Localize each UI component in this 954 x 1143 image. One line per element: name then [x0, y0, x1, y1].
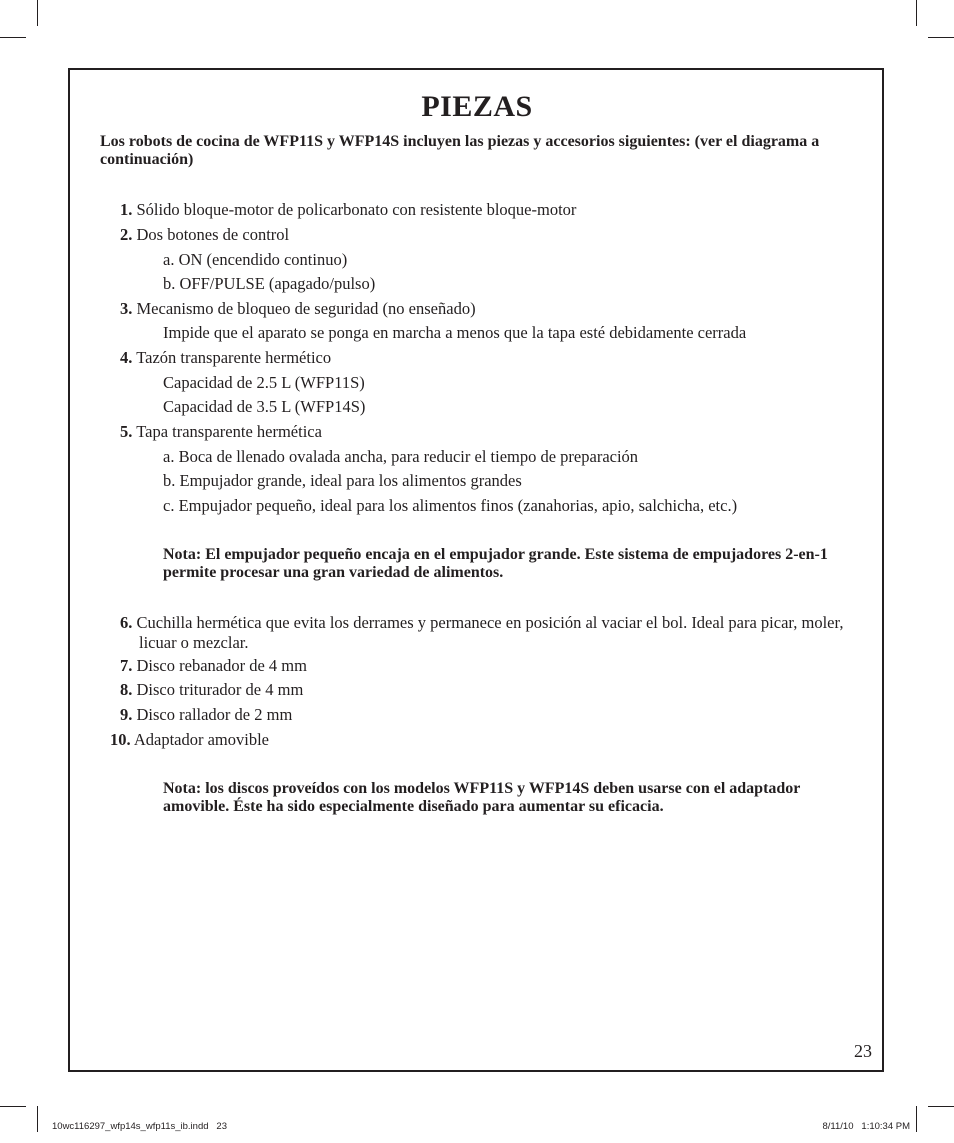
item-number: 6.: [120, 613, 133, 632]
item-number: 9.: [120, 705, 133, 724]
crop-mark-right-bottom: [928, 1106, 954, 1107]
list-subitem: Capacidad de 3.5 L (WFP14S): [163, 397, 366, 416]
list-item-8: [120, 680, 303, 700]
list-subitem: b. OFF/PULSE (apagado/pulso): [163, 274, 376, 293]
footer-date-slug: 8/11/10 1:10:34 PM: [822, 1121, 910, 1132]
list-item-3: [120, 299, 476, 319]
list-subitem: c. Empujador pequeño, ideal para los alimentos finos (zanahorias, apio, salchicha, etc.): [163, 496, 738, 515]
item-number: 3.: [120, 299, 133, 318]
item-text: Tapa transparente hermética: [136, 422, 322, 441]
item-number: 8.: [120, 680, 133, 699]
crop-mark-left-bottom: [0, 1106, 26, 1107]
list-item-7: [120, 656, 307, 676]
item-text: Sólido bloque-motor de policarbonato con resistente bloque-motor: [136, 200, 577, 219]
item-text: Dos botones de control: [136, 225, 290, 244]
item-text: Disco rebanador de 4 mm: [136, 656, 307, 675]
intro-text: Los robots de cocina de WFP11S y WFP14S incluyen las piezas y accesorios siguientes: (ver el diagrama a continuación): [100, 133, 820, 168]
list-item-9: [120, 705, 292, 725]
item-text: Disco triturador de 4 mm: [136, 680, 304, 699]
list-subitem: a. Boca de llenado ovalada ancha, para reducir el tiempo de preparación: [163, 447, 639, 466]
item-text: Cuchilla hermética que evita los derrames y permanece en posición al vaciar el bol. Ideal para picar, moler, licuar o mezclar.: [136, 613, 844, 652]
crop-mark-left-top: [0, 37, 26, 38]
item-text: Disco rallador de 2 mm: [136, 705, 293, 724]
list-item-10: [110, 730, 269, 750]
list-item-1: [120, 200, 576, 220]
item-number: 1.: [120, 200, 133, 219]
crop-mark-right-top: [928, 37, 954, 38]
footer-file-slug: 10wc116297_wfp14s_wfp11s_ib.indd 23: [52, 1121, 227, 1132]
crop-mark-top-left: [37, 0, 38, 26]
item-number: 10.: [110, 730, 131, 749]
list-item-6: [120, 613, 864, 653]
page-number: 23: [854, 1041, 872, 1061]
crop-mark-bottom-left: [37, 1106, 38, 1132]
note-1: Nota: El empujador pequeño encaja en el empujador grande. Este sistema de empujadores 2-en-1 permite procesar una gran variedad de alimentos.: [163, 546, 828, 581]
item-text: Mecanismo de bloqueo de seguridad (no enseñado): [136, 299, 476, 318]
item-number: 5.: [120, 422, 133, 441]
list-subitem: Capacidad de 2.5 L (WFP11S): [163, 373, 365, 392]
crop-mark-top-right: [916, 0, 917, 26]
page-title: PIEZAS: [421, 90, 533, 123]
item-number: 2.: [120, 225, 133, 244]
list-item-5: [120, 422, 322, 442]
item-text: Tazón transparente hermético: [136, 348, 332, 367]
crop-mark-bottom-right: [916, 1106, 917, 1132]
item-number: 4.: [120, 348, 133, 367]
item-text: Adaptador amovible: [133, 730, 270, 749]
note-2: Nota: los discos proveídos con los modelos WFP11S y WFP14S deben usarse con el adaptador amovible. Éste ha sido especialmente diseñado para aumentar su eficacia.: [163, 780, 801, 815]
list-item-4: [120, 348, 331, 368]
item-number: 7.: [120, 656, 133, 675]
list-subitem: Impide que el aparato se ponga en marcha a menos que la tapa esté debidamente cerrada: [163, 323, 747, 342]
list-subitem: a. ON (encendido continuo): [163, 250, 348, 269]
list-subitem: b. Empujador grande, ideal para los alimentos grandes: [163, 471, 522, 490]
list-item-2: [120, 225, 289, 245]
